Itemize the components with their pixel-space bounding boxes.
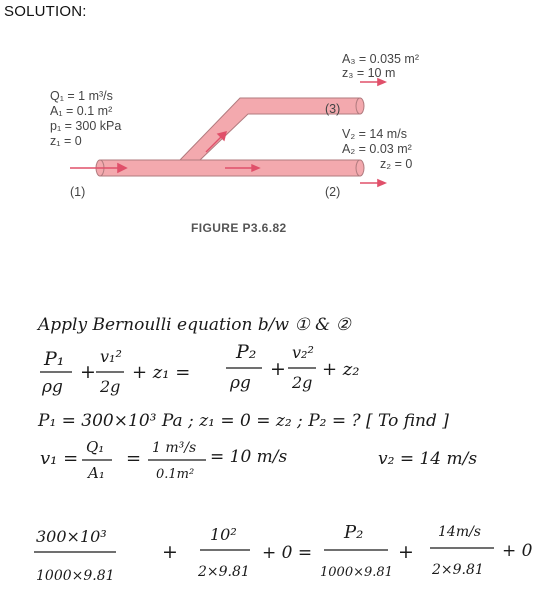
- eq2-t4-num: 14m/s: [438, 524, 481, 540]
- branch2-z2-label: z₂ = 0: [380, 157, 413, 171]
- branch2-v2-label: V₂ = 14 m/s: [342, 127, 407, 141]
- eq2-t3-num: P₂: [344, 522, 364, 543]
- apply-bernoulli-line: Apply Bernoulli equation b/w ① & ②: [38, 315, 351, 335]
- eq1-plus1: +: [80, 361, 96, 383]
- inlet-q1-label: Q₁ = 1 m³/s: [50, 89, 113, 103]
- branch3-a3-label: A₃ = 0.035 m²: [342, 52, 420, 66]
- solution-heading: SOLUTION:: [4, 3, 87, 20]
- eq2-t2-num: 10²: [210, 525, 237, 544]
- eq1-z1: + z₁ =: [132, 362, 191, 383]
- eq2-t1-num: 300×10³: [36, 527, 107, 546]
- handwritten-notes: [34, 315, 533, 584]
- eq1-v1sq: v₁²: [100, 347, 122, 366]
- v2-value: v₂ = 14 m/s: [378, 449, 478, 469]
- eq1-2g-left: 2g: [100, 377, 121, 396]
- inlet-p1-label: p₁ = 300 kPa: [50, 119, 122, 133]
- eq1-z2: + z₂: [322, 359, 360, 380]
- branch3-tag: (3): [325, 102, 341, 116]
- v1-eq: =: [126, 448, 142, 469]
- inlet-tag: (1): [70, 185, 86, 199]
- outlet-3-end: [356, 98, 364, 114]
- outlet-2-end: [356, 160, 364, 176]
- v1-lhs: v₁ =: [40, 448, 79, 469]
- eq1-p2: P₂: [236, 341, 257, 363]
- branch2-tag: (2): [325, 185, 341, 199]
- branch2-a2-label: A₂ = 0.03 m²: [342, 142, 412, 156]
- pipe-figure: [50, 52, 419, 235]
- eq1-2g-right: 2g: [292, 373, 313, 392]
- eq1-plus2: +: [270, 358, 286, 380]
- inlet-a1-label: A₁ = 0.1 m²: [50, 104, 113, 118]
- v1-q1: Q₁: [86, 438, 105, 456]
- eq2-plus1: +: [162, 541, 178, 563]
- given-values-line: P₁ = 300×10³ Pa ; z₁ = 0 = z₂ ; P₂ = ? [ To find ]: [38, 411, 449, 431]
- eq2-t4-den: 2×9.81: [432, 562, 484, 578]
- eq1-rhog: ρg: [42, 377, 63, 397]
- eq2-tail: + 0: [502, 541, 533, 561]
- eq1-rhog-right: ρg: [230, 373, 251, 393]
- eq2-t2-den: 2×9.81: [198, 564, 250, 580]
- eq2-t3-den: 1000×9.81: [320, 565, 393, 580]
- flow-arrow-outlet-2: [360, 180, 385, 186]
- v1-den2: 0.1m²: [156, 467, 195, 482]
- figure-caption: FIGURE P3.6.82: [191, 221, 287, 235]
- branch3-z3-label: z₃ = 10 m: [342, 66, 396, 80]
- v1-result: = 10 m/s: [210, 447, 288, 467]
- eq1-v2sq: v₂²: [292, 343, 314, 362]
- eq2-t1-den: 1000×9.81: [36, 568, 115, 584]
- v1-num2: 1 m³/s: [152, 440, 197, 456]
- eq2-plus2: +: [398, 541, 414, 563]
- inlet-z1-label: z₁ = 0: [50, 134, 82, 148]
- v1-a1: A₁: [88, 464, 105, 482]
- eq1-p1: P₁: [44, 348, 65, 370]
- eq2-mid: + 0 =: [262, 543, 313, 563]
